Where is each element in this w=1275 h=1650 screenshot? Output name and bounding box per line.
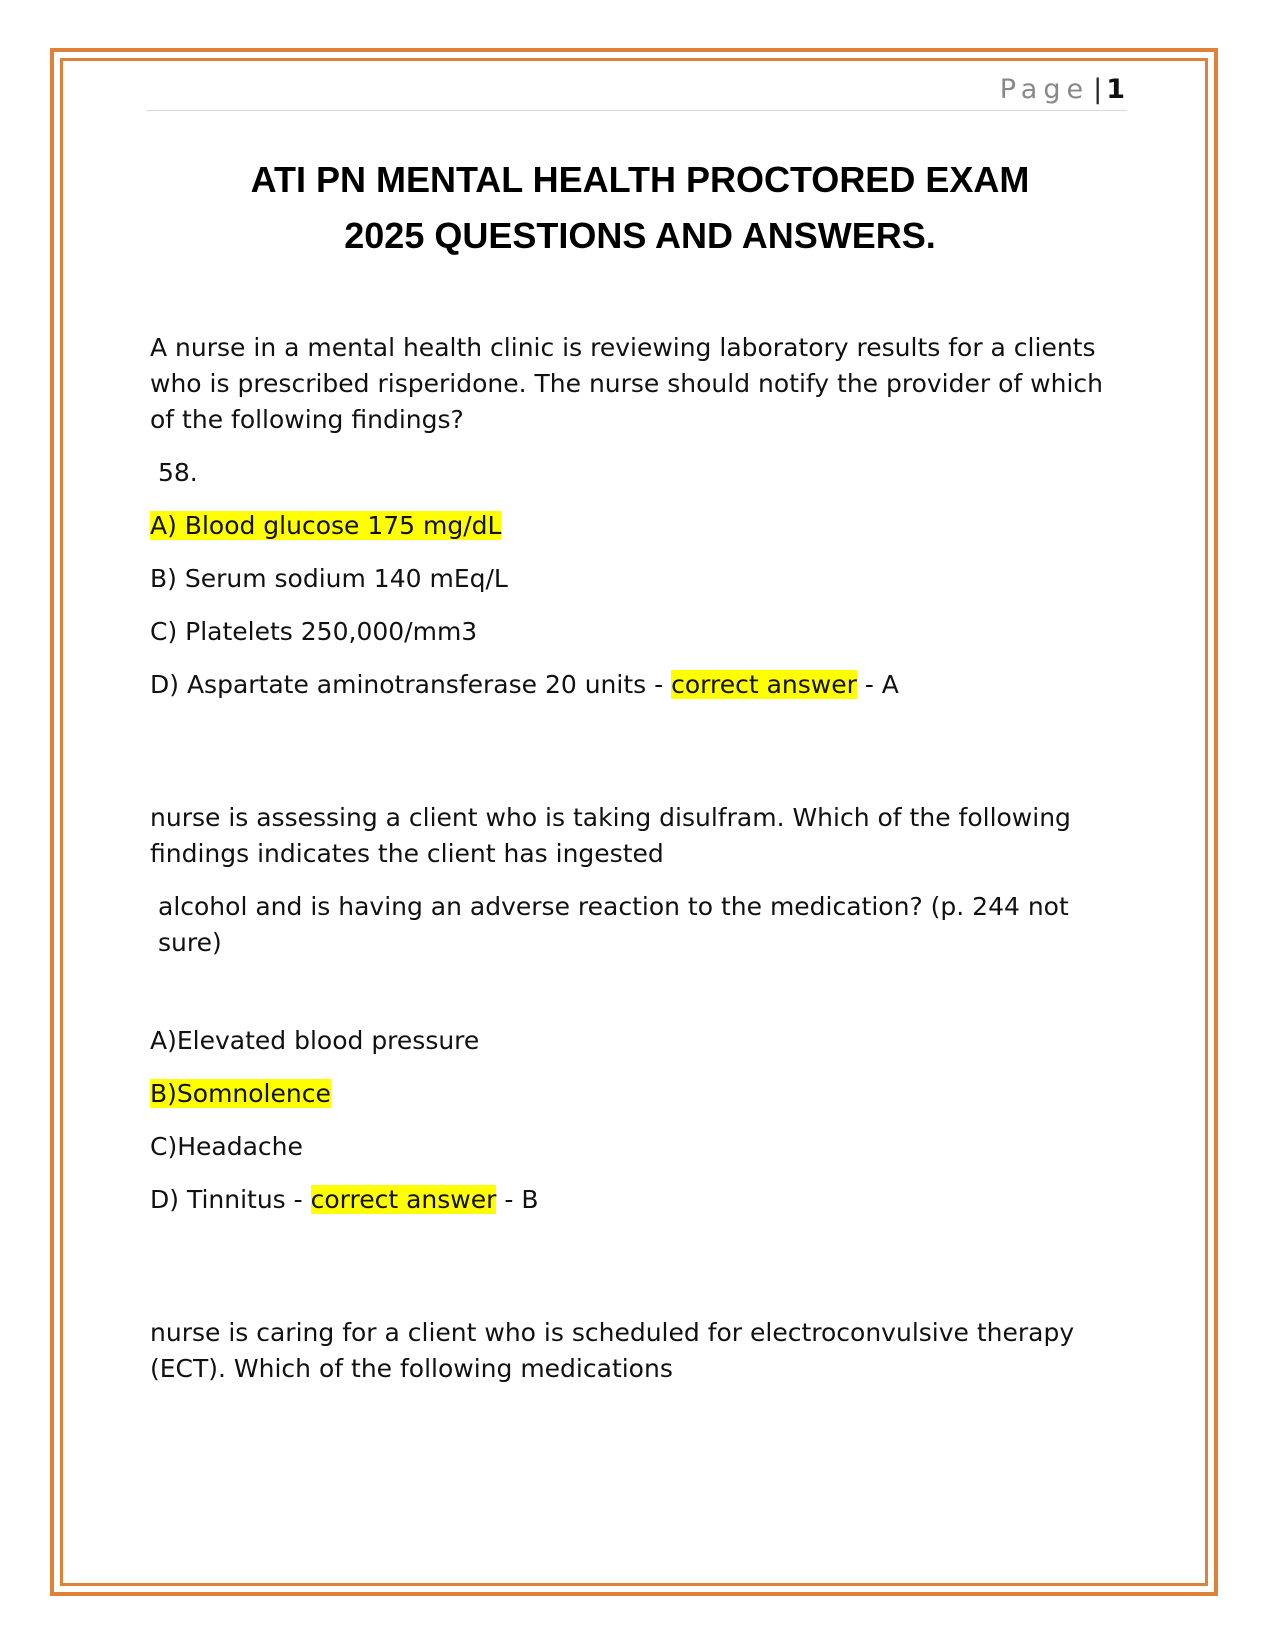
spacer [150,1235,1130,1315]
q3-stem: nurse is caring for a client who is scheduled for electroconvulsive therapy (ECT). Which of the following medications [150,1318,1075,1383]
q2-option-d-text: D) Tinnitus - [150,1185,311,1214]
q1-option-d-text: D) Aspartate aminotransferase 20 units - [150,670,672,699]
q1-number: 58. [158,458,198,487]
q2-correct-label: correct answer [310,1185,497,1214]
q2-stem-part1: nurse is assessing a client who is taking disulfram. Which of the following findings indicates the client has ingested [150,803,1071,868]
spacer [150,978,1130,1023]
q1-option-d [150,667,1130,703]
q1-option-a-text: A) Blood glucose 175 mg/dL [150,511,502,540]
q2-answer: - B [496,1185,539,1214]
document-body [150,330,1130,1404]
q2-option-b-text: B)Somnolence [150,1079,331,1108]
q1-stem: A nurse in a mental health clinic is reviewing laboratory results for a clients who is prescribed risperidone. The nurse should notify the provider of which of the following findings? [150,333,1103,434]
q1-option-a [150,508,1130,544]
q2-stem-part2: alcohol and is having an adverse reaction to the medication? (p. 244 not sure) [158,892,1069,957]
document-title [150,152,1130,264]
title-line-1: ATI PN MENTAL HEALTH PROCTORED EXAM [250,159,1030,200]
q2-option-a: A)Elevated blood pressure [150,1026,480,1055]
q2-option-b [150,1076,1130,1112]
spacer [150,720,1130,800]
page-number-header [1000,74,1125,105]
q2-option-d [150,1182,1130,1218]
q1-correct-label: correct answer [671,670,857,699]
page-number: 1 [1106,74,1125,105]
q1-option-c: C) Platelets 250,000/mm3 [150,617,478,646]
q1-option-b: B) Serum sodium 140 mEq/L [150,564,508,593]
page-separator: | [1093,74,1103,105]
q2-option-c: C)Headache [150,1132,303,1161]
q1-answer: - A [856,670,899,699]
header-divider [147,110,1127,111]
title-line-2: 2025 QUESTIONS AND ANSWERS. [344,215,936,256]
page-label: Page [999,74,1090,105]
